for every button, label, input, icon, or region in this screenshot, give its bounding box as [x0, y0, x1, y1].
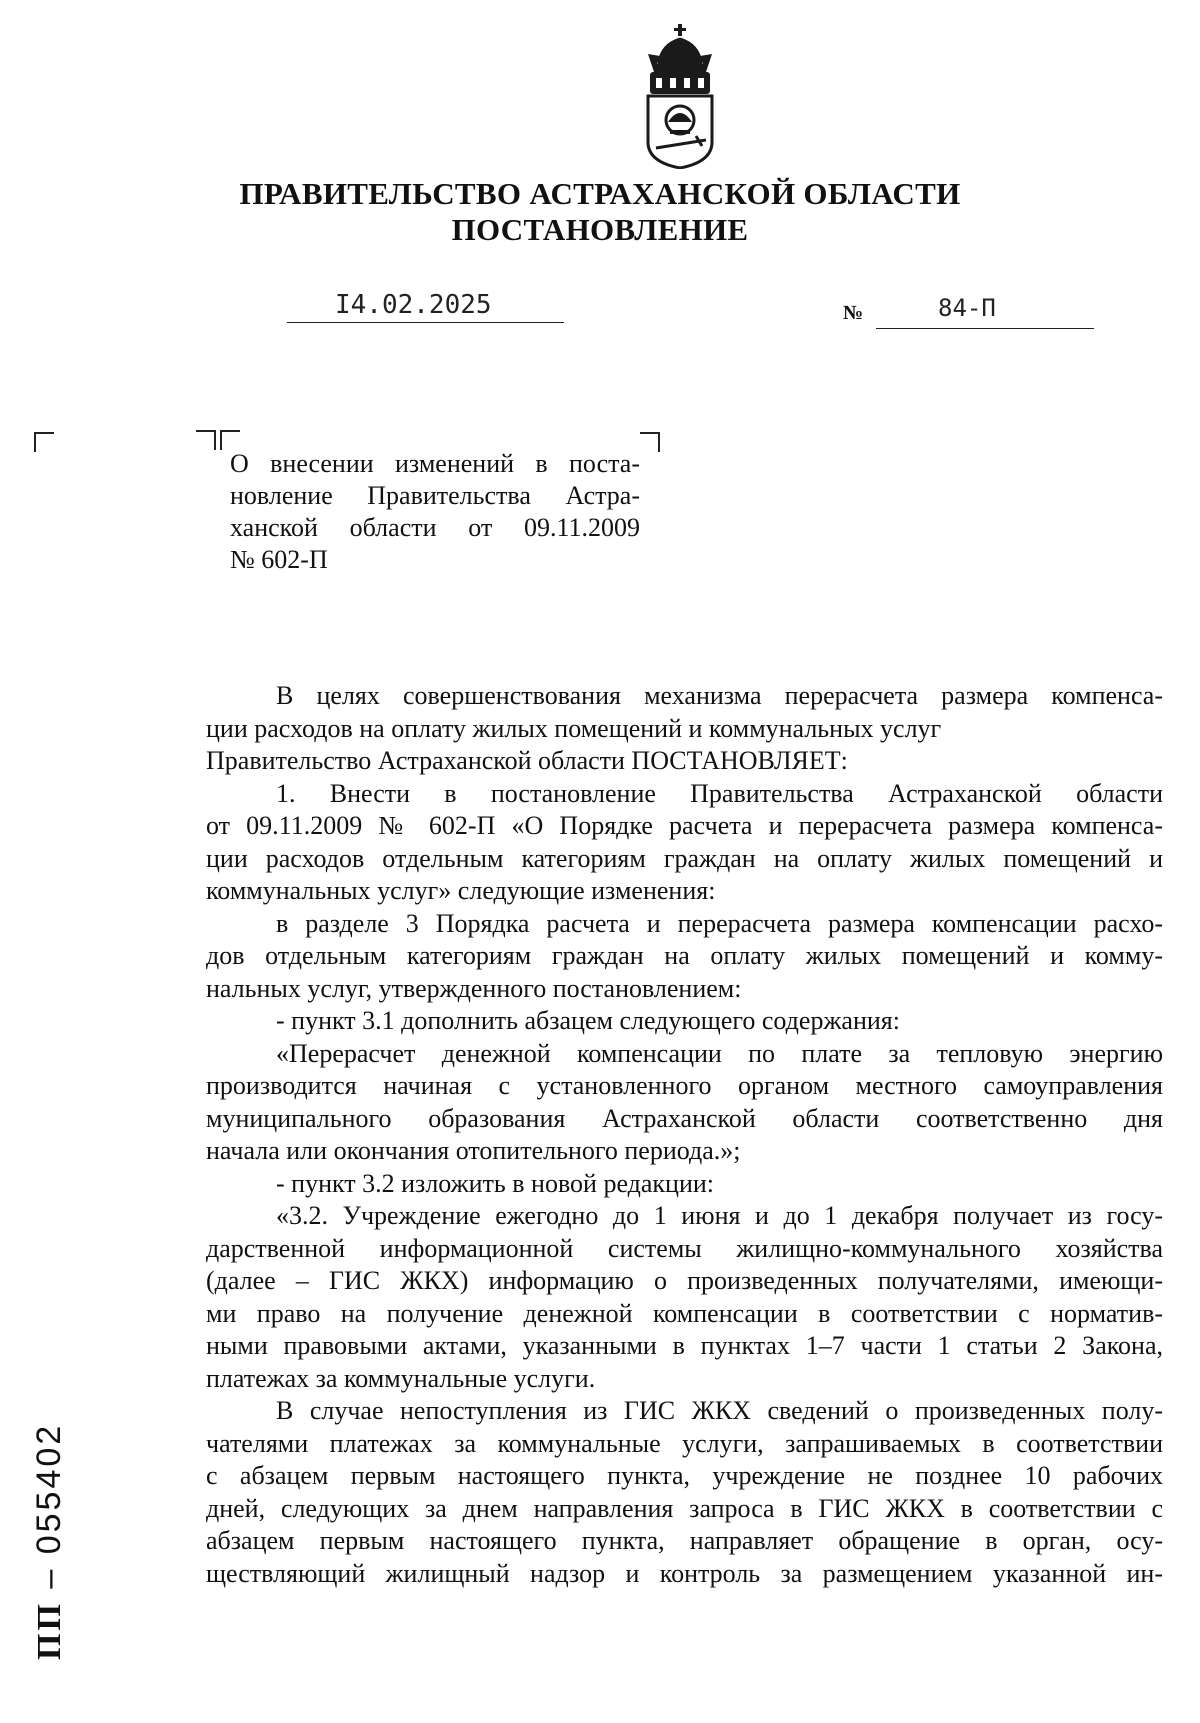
body-line: (далее – ГИС ЖКХ) информацию о произведенных получателями, имеющи- — [206, 1266, 1163, 1295]
body-line: ми право на получение денежной компенсации в соответствии с норматив- — [206, 1298, 1163, 1328]
document-number: 84-П — [938, 294, 996, 322]
body-line: муниципального образования Астраханской области соответственно дня — [206, 1103, 1163, 1133]
corner-mark — [196, 430, 216, 450]
body-line: В случае непоступления из ГИС ЖКХ сведений о произведенных полу- — [276, 1396, 1163, 1425]
body-line: ными правовыми актами, указанными в пунктах 1–7 части 1 статьи 2 Закона, — [206, 1331, 1163, 1360]
body-line: производится начиная с установленного органом местного самоуправления — [206, 1071, 1163, 1100]
body-line: абзацем первым настоящего пункта, направляет обращение в орган, осу- — [206, 1526, 1163, 1555]
corner-mark — [34, 432, 54, 452]
subject-line: ханской области от 09.11.2009 — [230, 513, 640, 542]
serial-prefix: ПП — [31, 1601, 68, 1660]
body-line: коммунальных услуг» следующие изменения: — [206, 876, 716, 905]
coat-of-arms-icon — [640, 24, 720, 169]
subject-line: № 602-П — [230, 545, 328, 574]
subject-line: О внесении изменений в поста- — [230, 449, 640, 478]
body-line: «Перерасчет денежной компенсации по плате за тепловую энергию — [276, 1038, 1163, 1068]
document-date: I4.02.2025 — [335, 290, 492, 320]
body-line: платежах за коммунальные услуги. — [206, 1363, 596, 1393]
body-line: с абзацем первым настоящего пункта, учреждение не позднее 10 рабочих — [206, 1461, 1163, 1490]
number-field — [876, 290, 1094, 329]
date-field — [287, 290, 564, 323]
body-line: чателями платежах за коммунальные услуги, запрашиваемых в соответствии — [206, 1428, 1163, 1458]
body-line: ции расходов на оплату жилых помещений и коммунальных услуг — [206, 713, 942, 743]
body-line: В целях совершенствования механизма перерасчета размера компенса- — [276, 681, 1163, 710]
body-line: начала или окончания отопительного периода.»; — [206, 1136, 741, 1165]
serial-code: 055402 — [30, 1422, 68, 1555]
body-line: Правительство Астраханской области ПОСТАНОВЛЯЕТ: — [206, 746, 848, 775]
subject-line: новление Правительства Астра- — [230, 481, 640, 510]
serial-separator: – — [30, 1554, 68, 1602]
body-line: ции расходов отдельным категориям граждан на оплату жилых помещений и — [206, 843, 1163, 873]
document-type: ПОСТАНОВЛЕНИЕ — [451, 212, 749, 247]
government-title: ПРАВИТЕЛЬСТВО АСТРАХАНСКОЙ ОБЛАСТИ — [239, 176, 961, 211]
body-line: от 09.11.2009 № 602-П «О Порядке расчета и перерасчета размера компенса- — [206, 811, 1163, 840]
corner-mark — [640, 432, 660, 452]
body-line: в разделе 3 Порядка расчета и перерасчета размера компенсации расхо- — [276, 908, 1163, 938]
body-line: - пункт 3.2 изложить в новой редакции: — [276, 1168, 715, 1198]
body-line: 1. Внести в постановление Правительства Астраханской области — [276, 778, 1163, 808]
body-line: - пункт 3.1 дополнить абзацем следующего содержания: — [276, 1006, 900, 1035]
document-subject — [230, 448, 640, 576]
form-serial-number — [30, 1423, 69, 1660]
body-line: ществляющий жилищный надзор и контроль за размещением указанной ин- — [206, 1558, 1163, 1588]
body-line: дарственной информационной системы жилищно-коммунального хозяйства — [206, 1233, 1163, 1263]
corner-mark — [220, 430, 240, 450]
body-line: «3.2. Учреждение ежегодно до 1 июня и до 1 декабря получает из госу- — [276, 1201, 1163, 1230]
body-line: дов отдельным категориям граждан на оплату жилых помещений и комму- — [206, 941, 1163, 970]
body-line: нальных услуг, утвержденного постановлением: — [206, 973, 742, 1003]
document-body — [206, 680, 1163, 1590]
body-line: дней, следующих за днем направления запроса в ГИС ЖКХ в соответствии с — [206, 1493, 1163, 1523]
number-sign: № — [843, 302, 864, 324]
